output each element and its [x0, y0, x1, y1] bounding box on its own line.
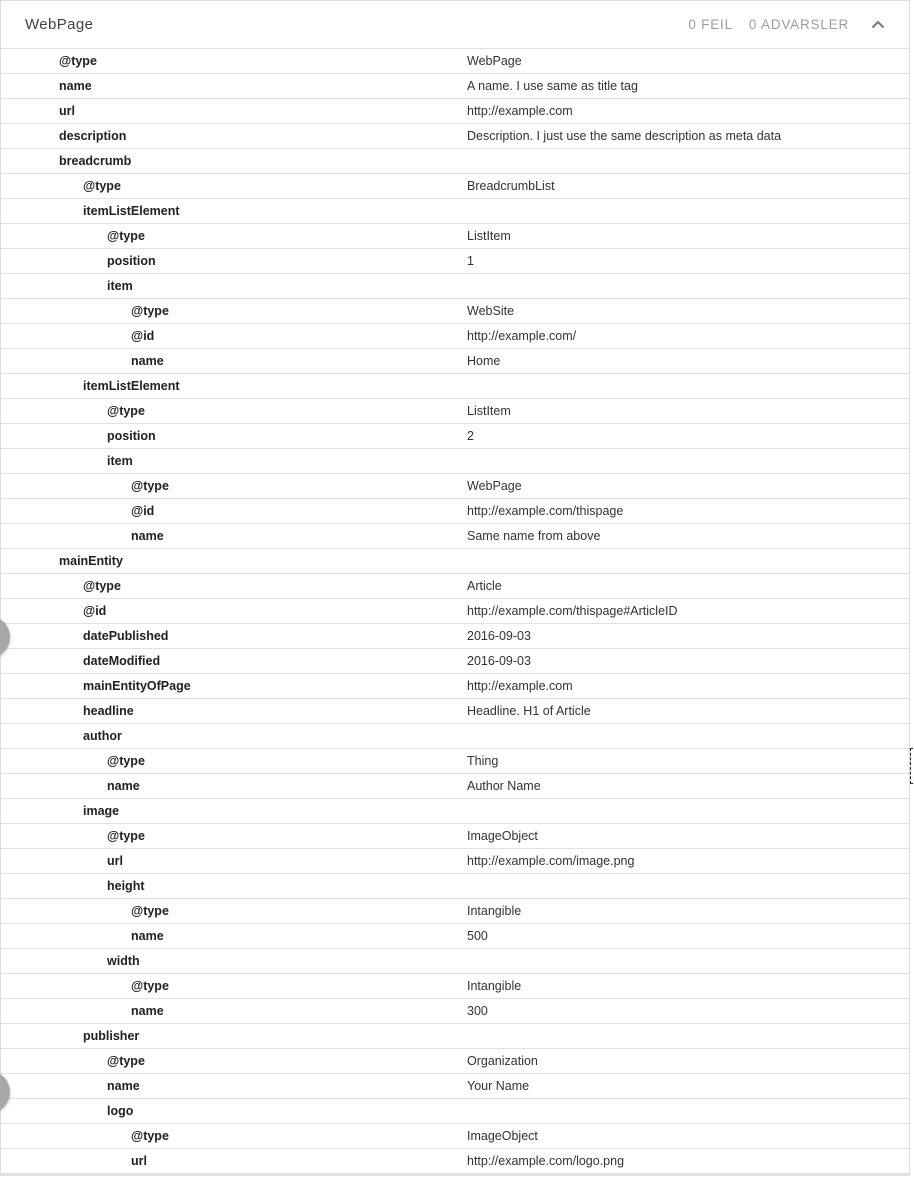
property-name: dateModified [83, 654, 161, 668]
property-row [1, 749, 909, 774]
property-value: http://example.com/thispage [467, 504, 624, 518]
property-value: http://example.com/thispage#ArticleID [467, 604, 678, 618]
property-name: name [131, 354, 164, 368]
property-name: item [107, 279, 133, 293]
property-value: http://example.com/ [467, 329, 577, 343]
property-row [1, 499, 909, 524]
property-row [1, 449, 909, 474]
property-name: url [59, 104, 75, 118]
property-row [1, 574, 909, 599]
property-row [1, 799, 909, 824]
property-value: Intangible [467, 904, 522, 918]
property-value: http://example.com [467, 679, 573, 693]
property-row [1, 549, 909, 574]
property-name: name [131, 929, 164, 943]
property-name: publisher [83, 1029, 140, 1043]
property-name: position [107, 429, 156, 443]
property-value: A name. I use same as title tag [467, 79, 638, 93]
warning-count: 0 ADVARSLER [748, 17, 849, 32]
property-name: @type [83, 579, 121, 593]
property-name: @type [131, 479, 169, 493]
property-value: WebSite [467, 304, 515, 318]
property-value: WebPage [467, 479, 522, 493]
property-value: WebPage [467, 54, 522, 68]
property-name: datePublished [83, 629, 169, 643]
property-value: ImageObject [467, 829, 538, 843]
property-row [1, 324, 909, 349]
property-value: BreadcrumbList [467, 179, 555, 193]
property-row [1, 974, 909, 999]
property-name: @id [83, 604, 107, 618]
property-value: 2016-09-03 [467, 629, 531, 643]
property-row [1, 299, 909, 324]
property-row [1, 474, 909, 499]
property-value: Organization [467, 1054, 538, 1068]
property-name: @type [107, 754, 145, 768]
property-row [1, 849, 909, 874]
property-value: 500 [467, 929, 488, 943]
property-name: itemListElement [83, 204, 180, 218]
property-row [1, 399, 909, 424]
property-row [1, 1099, 909, 1124]
property-value: ListItem [467, 404, 511, 418]
property-name: @type [107, 829, 145, 843]
property-row [1, 74, 909, 99]
property-value: Your Name [467, 1079, 530, 1093]
property-row [1, 199, 909, 224]
property-name: width [107, 954, 140, 968]
property-value: 2 [467, 429, 474, 443]
property-name: @type [107, 404, 145, 418]
property-name: @type [83, 179, 121, 193]
property-row [1, 149, 909, 174]
property-row [1, 424, 909, 449]
property-row [1, 649, 909, 674]
property-value: 1 [467, 254, 474, 268]
property-row [1, 874, 909, 899]
property-row [1, 1124, 909, 1149]
chevron-up-icon[interactable] [867, 14, 889, 36]
property-value: Author Name [467, 779, 541, 793]
property-name: image [83, 804, 120, 818]
property-row [1, 174, 909, 199]
property-name: position [107, 254, 156, 268]
property-name: @type [131, 1129, 169, 1143]
property-value: http://example.com [467, 104, 573, 118]
property-row [1, 274, 909, 299]
property-row [1, 924, 909, 949]
property-name: name [131, 1004, 164, 1018]
property-value: Description. I just use the same description as meta data [467, 129, 782, 143]
property-name: @type [131, 304, 169, 318]
panel-title: WebPage [25, 16, 94, 33]
property-name: name [59, 79, 92, 93]
property-name: name [131, 529, 164, 543]
property-row [1, 49, 909, 74]
property-name: mainEntityOfPage [83, 679, 191, 693]
property-name: @id [131, 329, 155, 343]
property-name: item [107, 454, 133, 468]
property-row [1, 599, 909, 624]
property-name: name [107, 779, 140, 793]
property-name: url [107, 854, 123, 868]
property-name: author [83, 729, 122, 743]
resize-handle[interactable] [910, 748, 913, 784]
property-name: itemListElement [83, 379, 180, 393]
property-row [1, 224, 909, 249]
property-row [1, 1074, 909, 1099]
property-name: @type [131, 904, 169, 918]
property-row [1, 1024, 909, 1049]
error-count: 0 FEIL [688, 17, 733, 32]
property-list [1, 49, 909, 1174]
property-value: Intangible [467, 979, 522, 993]
property-name: height [107, 879, 145, 893]
property-name: headline [83, 704, 134, 718]
property-row [1, 674, 909, 699]
property-name: @type [131, 979, 169, 993]
property-row [1, 249, 909, 274]
property-row [1, 124, 909, 149]
property-row [1, 1149, 909, 1174]
property-value: ListItem [467, 229, 511, 243]
property-name: @type [107, 229, 145, 243]
property-name: @type [59, 54, 97, 68]
property-row [1, 774, 909, 799]
property-row [1, 349, 909, 374]
property-name: mainEntity [59, 554, 123, 568]
property-value: Home [467, 354, 501, 368]
property-name: url [131, 1154, 147, 1168]
property-row [1, 699, 909, 724]
property-name: logo [107, 1104, 134, 1118]
property-row [1, 374, 909, 399]
property-value: http://example.com/image.png [467, 854, 635, 868]
property-name: name [107, 1079, 140, 1093]
property-row [1, 624, 909, 649]
property-name: description [59, 129, 127, 143]
property-value: http://example.com/logo.png [467, 1154, 625, 1168]
property-row [1, 824, 909, 849]
property-name: @type [107, 1054, 145, 1068]
property-row [1, 99, 909, 124]
property-value: 300 [467, 1004, 488, 1018]
property-row [1, 949, 909, 974]
property-name: @id [131, 504, 155, 518]
property-row [1, 999, 909, 1024]
property-row [1, 1049, 909, 1074]
property-value: Thing [467, 754, 499, 768]
property-value: Same name from above [467, 529, 601, 543]
property-row [1, 899, 909, 924]
property-row [1, 724, 909, 749]
property-value: Article [467, 579, 502, 593]
property-value: 2016-09-03 [467, 654, 531, 668]
property-name: breadcrumb [59, 154, 132, 168]
property-value: Headline. H1 of Article [467, 704, 591, 718]
panel-header[interactable] [1, 1, 909, 49]
property-value: ImageObject [467, 1129, 538, 1143]
property-row [1, 524, 909, 549]
